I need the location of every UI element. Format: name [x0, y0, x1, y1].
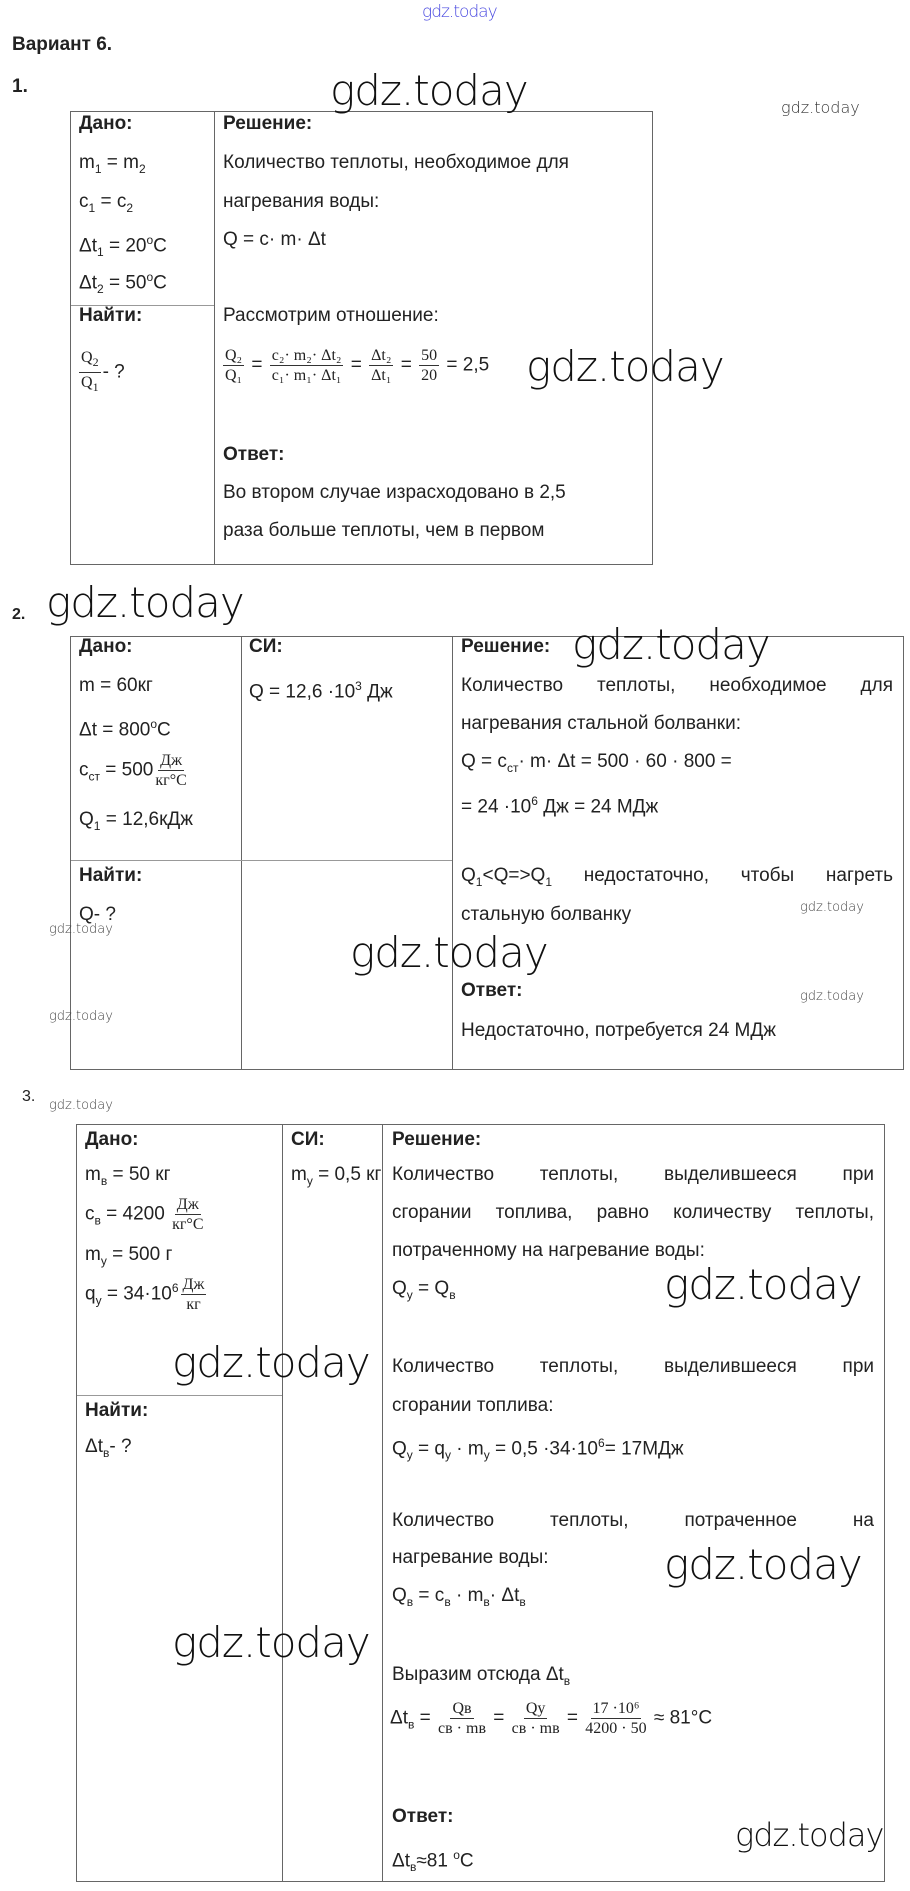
answer-label: Ответ:	[461, 980, 523, 1001]
answer-text: раза больше теплоты, чем в первом	[223, 520, 545, 541]
given-label: Дано:	[85, 1129, 139, 1150]
given-m: m = 60кг	[79, 675, 153, 696]
given-my: $m_у = 500$ г	[85, 1244, 173, 1268]
given-qy: $q_у = 34\cdot 10^6$ Дж кг	[85, 1276, 205, 1313]
watermark: gdz.today	[49, 922, 113, 937]
given-dt1: $\Delta t_1 = 20^oC$	[79, 233, 167, 260]
si-label: СИ:	[249, 636, 283, 657]
solution-text: потраченному на нагревание воды:	[392, 1240, 705, 1261]
watermark: gdz.today	[49, 1098, 113, 1113]
watermark: gdz.today	[664, 1260, 862, 1309]
task-1-table	[70, 111, 653, 565]
formula: $Q = c_{ст}\cdot m\cdot \Delta t = 500 \cdot 60 \cdot 800$ =	[461, 751, 732, 775]
solution-text: Количество теплоты, необходимое для	[223, 152, 569, 173]
task-3-number: 3.	[22, 1088, 36, 1105]
find-dt: $\Delta t_в-$ ?	[85, 1436, 132, 1460]
formula-qv: $Q_в = c_в \cdot m_в\cdot \Delta t_в$	[392, 1585, 526, 1609]
watermark: gdz.today	[572, 620, 770, 669]
given-label: Дано:	[79, 113, 133, 134]
answer-text: Недостаточно, потребуется 24 МДж	[461, 1020, 776, 1041]
watermark: gdz.today	[46, 578, 244, 627]
solution-text: Количество теплоты, потраченное на	[392, 1510, 874, 1531]
find-ratio: $\frac{Q_2}{Q_1}$ - ?	[81, 349, 125, 395]
ratio-equation: $\frac{\text{Q₂}}{\text{Q₁}}$ = $\frac{\text{c₂· m₂· Δt₂}}{\text{c₁· m₁· Δt₁}}$ = $\frac{\text{Δt₂}}{\text{Δt₁}}$ = $\frac{50}{20}$ = 2,5	[225, 347, 490, 384]
watermark: gdz.today	[49, 1009, 113, 1024]
watermark: gdz.today	[350, 928, 548, 977]
given-q1: $Q_1 = 12,6кДж$	[79, 809, 193, 833]
solution-label: Решение:	[461, 636, 551, 657]
watermark: gdz.today	[664, 1540, 862, 1589]
given-dt2: $\Delta t_2 = 50^oC$	[79, 270, 167, 297]
watermark: gdz.today	[422, 2, 497, 22]
find-label: Найти:	[79, 305, 143, 326]
given-label: Дано:	[79, 636, 133, 657]
solution-text: нагревание воды:	[392, 1547, 549, 1568]
task-2-table	[70, 636, 904, 1070]
watermark: gdz.today	[781, 98, 860, 117]
answer-label: Ответ:	[392, 1806, 454, 1827]
solution-text: Рассмотрим отношение:	[223, 305, 439, 326]
solution-label: Решение:	[392, 1129, 482, 1150]
given-mv: $m_в = 50$ кг	[85, 1164, 171, 1188]
find-q: Q- ?	[79, 904, 116, 925]
si-q: $Q = 12,6 \cdot 10^3$ Дж	[249, 679, 393, 703]
solution-label: Решение:	[223, 113, 313, 134]
given-c: $c_{ст} = 500$ Дж кг°C	[79, 752, 187, 789]
si-label: СИ:	[291, 1129, 325, 1150]
equality: $Q_у = Q_в$	[392, 1278, 456, 1302]
answer-label: Ответ:	[223, 444, 285, 465]
formula-result: = $24 \cdot 10^6$ Дж = 24 МДж	[461, 794, 659, 818]
watermark: gdz.today	[735, 1816, 884, 1854]
watermark: gdz.today	[800, 989, 864, 1004]
solution-text: сгорании топлива, равно количеству теплоты,	[392, 1202, 874, 1223]
task-2-number: 2.	[12, 606, 26, 623]
variant-title: Вариант 6.	[12, 34, 113, 55]
watermark: gdz.today	[330, 66, 528, 115]
given-dt: $\Delta t = 800^oC$	[79, 717, 171, 741]
express-text: Выразим отсюда $\Delta t_в$	[392, 1664, 571, 1688]
given-m: $m_1 = m_2$	[79, 152, 146, 176]
find-label: Найти:	[85, 1400, 149, 1421]
dt-equation: $\Delta t_в$ = Qв cв · mв = Qу cв · mв = $\frac{\text{17 ·10⁶}}{4200 \cdot 50}$ ≈ 81°C	[390, 1700, 713, 1737]
answer-text: Во втором случае израсходовано в 2,5	[223, 482, 566, 503]
watermark: gdz.today	[526, 342, 724, 391]
formula: Q = c· m· Δt	[223, 229, 326, 250]
given-cv: $c_в = 4200$ Дж кг°C	[85, 1196, 204, 1233]
task-3-table	[76, 1124, 885, 1882]
solution-text: нагревания стальной болванки:	[461, 713, 741, 734]
solution-text: Количество теплоты, выделившееся при	[392, 1356, 874, 1377]
given-c: $c_1 = c_2$	[79, 191, 134, 215]
solution-text: Количество теплоты, необходимое для	[461, 675, 893, 696]
comparison: $Q_1<Q=>Q_1$ недостаточно, чтобы нагреть	[461, 865, 893, 889]
solution-text: сгорании топлива:	[392, 1395, 554, 1416]
watermark: gdz.today	[800, 900, 864, 915]
formula-qy: $Q_у = q_у \cdot m_у = 0,5 \cdot 34\cdot 10^6= 17МДж$	[392, 1436, 684, 1463]
watermark: gdz.today	[172, 1618, 370, 1667]
solution-text: нагревания воды:	[223, 191, 380, 212]
answer-text: $\Delta t_в\approx 81$ $^o$C	[392, 1848, 474, 1875]
task-1-number: 1.	[12, 76, 28, 97]
watermark: gdz.today	[172, 1338, 370, 1387]
find-label: Найти:	[79, 865, 143, 886]
si-my: $m_у = 0,5$ кг	[291, 1164, 382, 1188]
solution-text: Количество теплоты, выделившееся при	[392, 1164, 874, 1185]
solution-text: стальную болванку	[461, 904, 632, 925]
